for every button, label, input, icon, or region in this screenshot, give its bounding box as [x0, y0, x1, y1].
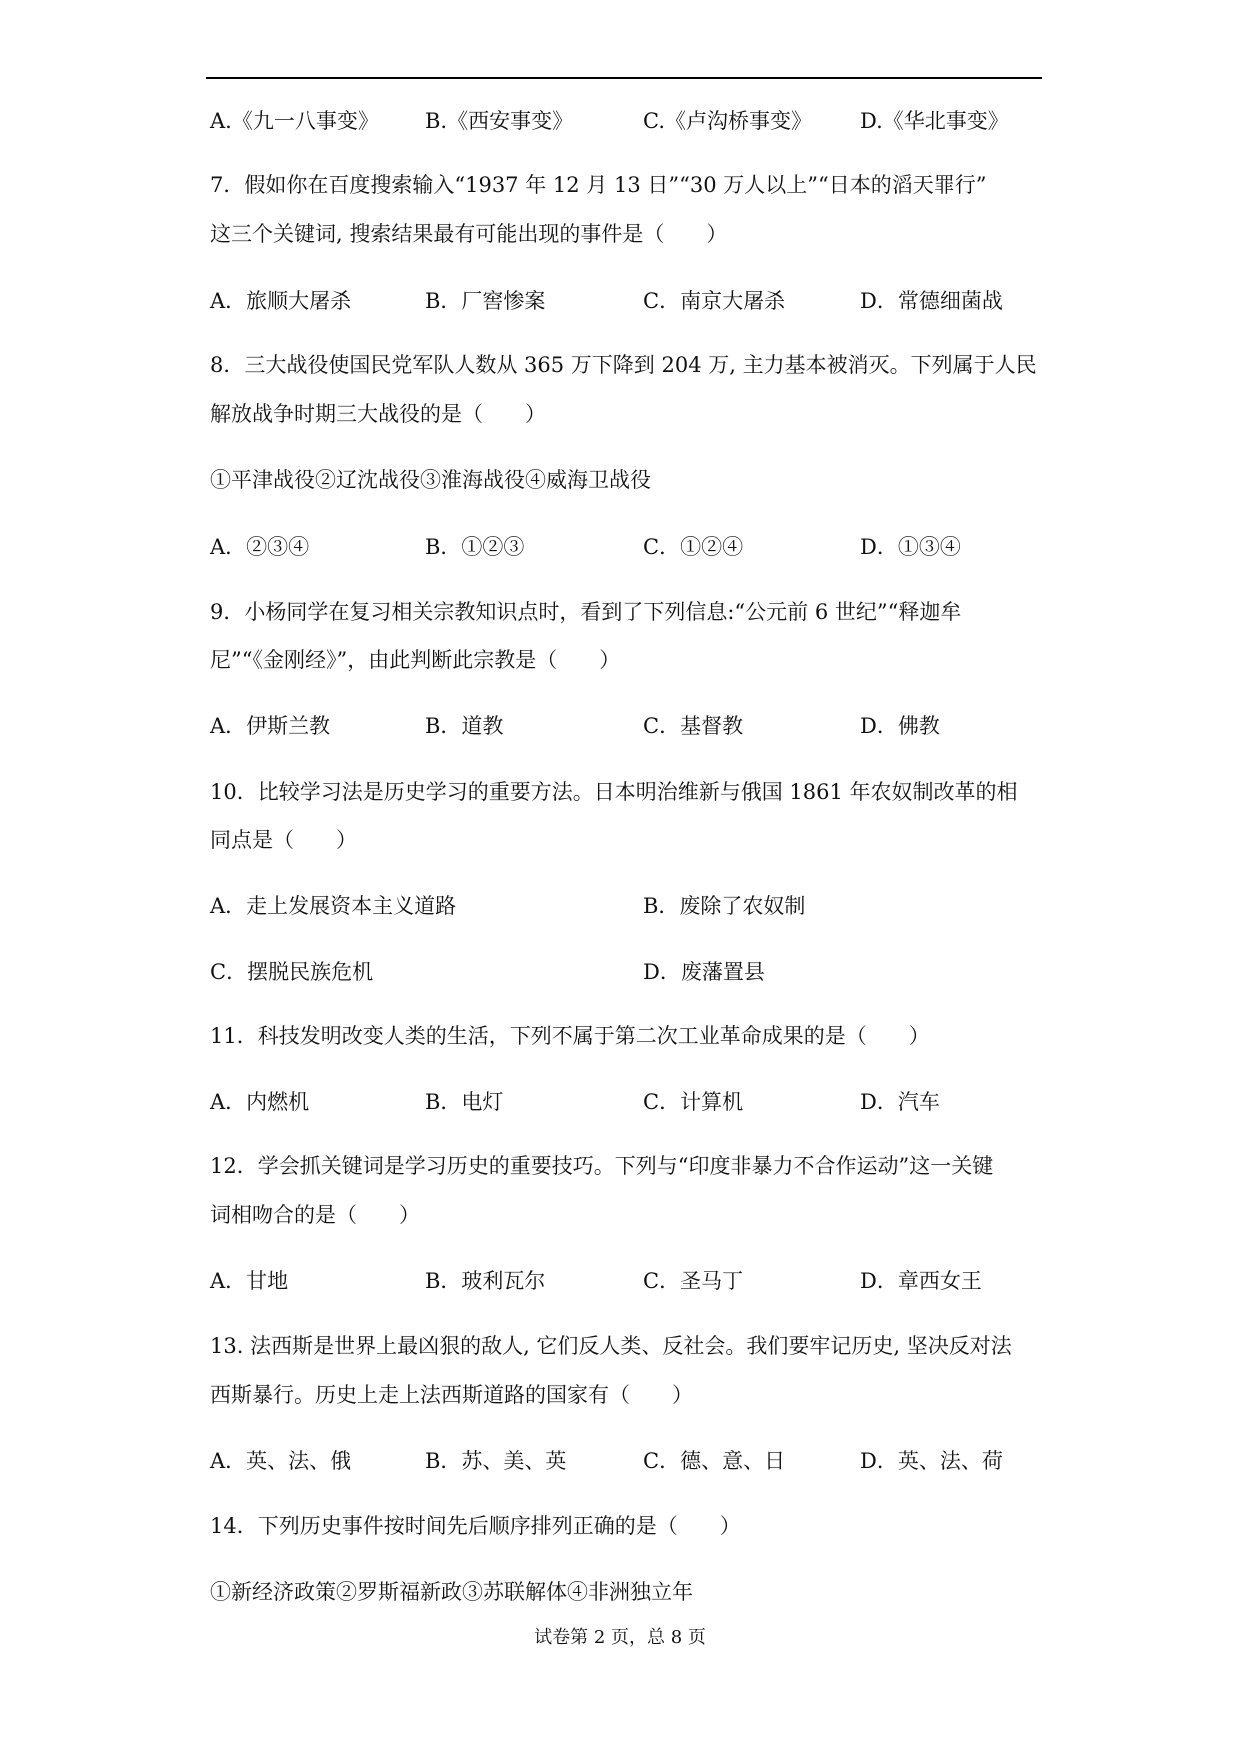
header-rule	[206, 77, 1042, 79]
q11-option-b: B．电灯	[425, 1090, 504, 1114]
q9-stem-line1: 9．小杨同学在复习相关宗教知识点时，看到了下列信息:“公元前 6 世纪”“释迦牟	[210, 600, 962, 624]
q6-option-c: C.《卢沟桥事变》	[643, 109, 812, 133]
q8-stem-line2: 解放战争时期三大战役的是（ ）	[210, 402, 546, 426]
q12-option-c: C．圣马丁	[643, 1269, 744, 1293]
q13-option-b: B．苏、美、英	[425, 1449, 567, 1473]
q10-option-b: B．废除了农奴制	[643, 894, 806, 918]
q7-option-a: A．旅顺大屠杀	[210, 289, 352, 313]
q7-option-c: C．南京大屠杀	[643, 289, 786, 313]
q8-stem-line1: 8．三大战役使国民党军队人数从 365 万下降到 204 万, 主力基本被消灭。下列属于人民	[210, 353, 1037, 377]
q6-option-d: D.《华北事变》	[860, 109, 1009, 133]
q6-option-b: B.《西安事变》	[425, 109, 574, 133]
q11-option-d: D．汽车	[860, 1090, 940, 1114]
q8-items: ①平津战役②辽沈战役③淮海战役④威海卫战役	[210, 468, 651, 492]
q8-option-d: D．①③④	[860, 535, 961, 559]
q7-option-d: D．常德细菌战	[860, 289, 1003, 313]
q13-option-a: A．英、法、俄	[210, 1449, 352, 1473]
page-footer: 试卷第 2 页，总 8 页	[534, 1627, 706, 1648]
q14-stem-line1: 14．下列历史事件按时间先后顺序排列正确的是（ ）	[210, 1514, 741, 1538]
q12-stem-line1: 12．学会抓关键词是学习历史的重要技巧。下列与“印度非暴力不合作运动”这一关键	[210, 1154, 994, 1178]
q11-option-a: A．内燃机	[210, 1090, 310, 1114]
q9-option-b: B．道教	[425, 714, 504, 738]
q12-stem-line2: 词相吻合的是（ ）	[210, 1203, 420, 1227]
q10-option-d: D．废藩置县	[643, 960, 765, 984]
q11-stem-line1: 11．科技发明改变人类的生活，下列不属于第二次工业革命成果的是（ ）	[210, 1024, 930, 1048]
q13-stem-line2: 西斯暴行。历史上走上法西斯道路的国家有（ ）	[210, 1383, 693, 1407]
q11-option-c: C．计算机	[643, 1090, 744, 1114]
q10-option-c: C．摆脱民族危机	[210, 960, 374, 984]
q9-option-d: D．佛教	[860, 714, 940, 738]
q7-option-b: B．厂窖惨案	[425, 289, 546, 313]
q12-option-d: D．章西女王	[860, 1269, 982, 1293]
q14-items: ①新经济政策②罗斯福新政③苏联解体④非洲独立年	[210, 1580, 693, 1604]
q7-stem-line2: 这三个关键词, 搜索结果最有可能出现的事件是（ ）	[210, 222, 728, 246]
q10-stem-line1: 10．比较学习法是历史学习的重要方法。日本明治维新与俄国 1861 年农奴制改革的相	[210, 780, 1018, 804]
q10-stem-line2: 同点是（ ）	[210, 828, 357, 852]
q8-option-c: C．①②④	[643, 535, 744, 559]
q9-option-a: A．伊斯兰教	[210, 714, 331, 738]
q7-stem-line1: 7．假如你在百度搜索输入“1937 年 12 月 13 日”“30 万人以上”“日本的滔天罪行”	[210, 173, 987, 197]
q13-stem-line1: 13. 法西斯是世界上最凶狠的敌人, 它们反人类、反社会。我们要牢记历史, 坚决反对法	[210, 1334, 1012, 1358]
q8-option-a: A．②③④	[210, 535, 310, 559]
q9-stem-line2: 尼”“《金刚经》”，由此判断此宗教是（ ）	[210, 648, 621, 672]
q6-option-a: A.《九一八事变》	[210, 109, 379, 133]
q12-option-b: B．玻利瓦尔	[425, 1269, 546, 1293]
q13-option-d: D．英、法、荷	[860, 1449, 1003, 1473]
q10-option-a: A．走上发展资本主义道路	[210, 894, 457, 918]
q12-option-a: A．甘地	[210, 1269, 289, 1293]
q9-option-c: C．基督教	[643, 714, 744, 738]
q13-option-c: C．德、意、日	[643, 1449, 786, 1473]
q8-option-b: B．①②③	[425, 535, 525, 559]
